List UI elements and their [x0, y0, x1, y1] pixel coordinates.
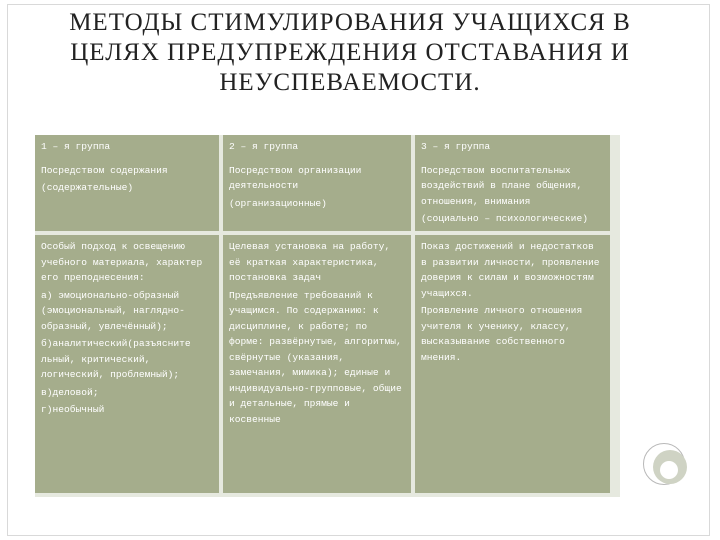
content-cell-group-2	[223, 235, 411, 493]
header-cell-group-1	[35, 135, 219, 231]
group-label: 2 – я группа	[229, 141, 299, 152]
frame-top-border	[7, 4, 710, 5]
content-paragraph: Проявление личного отношения учителя к ученику, классу, высказывание собственного мнения.	[421, 305, 583, 363]
group-means: Посредством воспитательных воздействий в плане общения, отношения, внимания	[421, 164, 583, 207]
group-type: (социально – психологические)	[421, 213, 588, 224]
content-paragraph: Показ достижений и недостатков в развитии личности, проявление доверия к силам и возможностям учащихся.	[421, 241, 600, 299]
header-cell-group-2	[223, 135, 411, 231]
group-label: 1 – я группа	[41, 141, 111, 152]
content-paragraph: Предъявление требований к учащимся. По содержанию: к дисциплине, к работе; по форме: развёрнутые, алгоритмы, свёрнутые (указания, замечания, мимика); единые и индивидуально-групповые, общие и детальные, прямые и косвенные	[229, 289, 402, 425]
group-label: 3 – я группа	[421, 141, 491, 152]
content-cell-group-1	[35, 235, 219, 493]
decorative-circle-inner	[660, 461, 678, 479]
content-paragraph: Особый подход к освещению учебного материала, характер его преподнесения:	[41, 241, 203, 283]
content-cell-group-3	[415, 235, 610, 493]
group-means: Посредством содержания	[41, 164, 168, 176]
content-paragraph: б)аналитический(разъясните льный, критический, логический, проблемный);	[41, 338, 191, 380]
group-type: (организационные)	[229, 197, 327, 209]
content-paragraph: в)деловой;	[41, 386, 99, 398]
frame-right-border	[709, 4, 710, 536]
header-cell-group-3	[415, 135, 610, 231]
group-type: (содержательные)	[41, 182, 134, 193]
frame-bottom-border	[7, 535, 710, 536]
methods-table	[35, 135, 620, 497]
slide-title: МЕТОДЫ СТИМУЛИРОВАНИЯ УЧАЩИХСЯ В ЦЕЛЯХ ПРЕДУПРЕЖДЕНИЯ ОТСТАВАНИЯ И НЕУСПЕВАЕМОСТИ.	[69, 9, 631, 96]
group-means: Посредством организации деятельности	[229, 164, 362, 191]
content-paragraph: Целевая установка на работу, её краткая характеристика, постановка задач	[229, 241, 391, 283]
frame-left-border	[7, 4, 8, 536]
content-paragraph: г)необычный	[41, 404, 105, 415]
content-paragraph: а) эмоционально-образный (эмоциональный, наглядно-образный, увлечённый);	[41, 289, 185, 332]
